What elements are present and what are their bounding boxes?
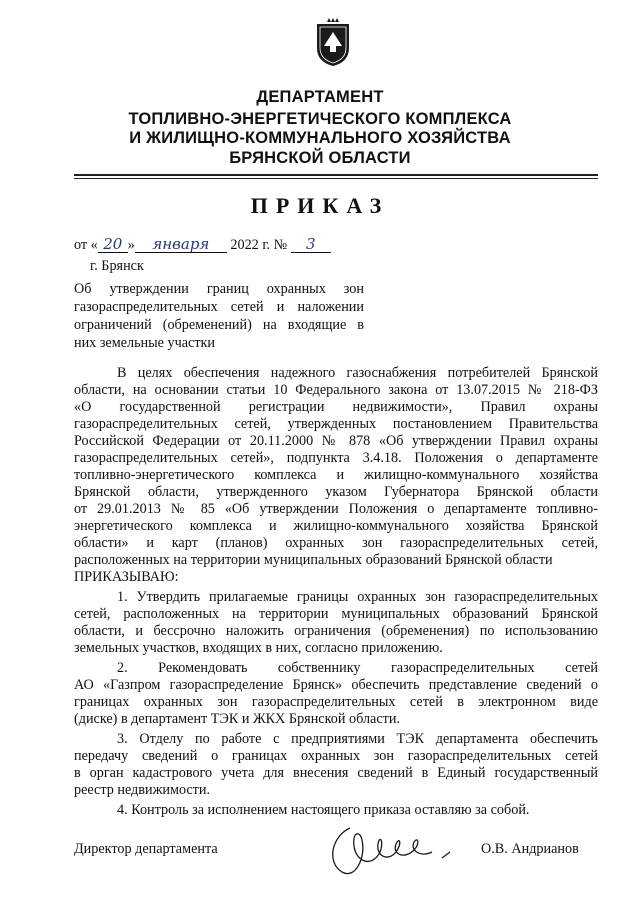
- signatory-name: О.В. Андрианов: [481, 841, 579, 857]
- preamble-line-5: Российской Федерации от 20.11.2000 № 878 «Об утверждении Правил охраны: [74, 433, 598, 449]
- item-1-line-3: области, и бессрочно наложить ограничения (обременения) по использованию: [74, 623, 598, 639]
- date-prefix: от «: [74, 237, 98, 253]
- date-year: 2022 г.: [230, 237, 271, 253]
- document-type-title: ПРИКАЗ: [250, 193, 390, 218]
- preamble-line-6: газораспределительных сетей», подпункта 3.4.18. Положения о департаменте: [74, 450, 598, 466]
- document-number: 3: [291, 237, 331, 253]
- department-name-line-4: БРЯНСКОЙ ОБЛАСТИ: [229, 149, 411, 167]
- item-3-line-2: передачу сведений о границах охранных зон газораспределительных сетей: [74, 748, 598, 764]
- preamble-line-2: области, на основании статьи 10 Федерального закона от 13.07.2015 № 218-ФЗ: [74, 382, 598, 398]
- item-2-line-3: границах охранных зон газораспределительных сетей в электронном виде: [74, 694, 598, 710]
- subject-line-1: Об утверждении границ охранных зон: [74, 281, 364, 297]
- item-1-line-2: сетей, расположенных на территории муниципальных образований Брянской: [74, 606, 598, 622]
- preamble-line-1: В целях обеспечения надежного газоснабжения потребителей Брянской: [117, 365, 598, 381]
- preamble-line-10: энергетического комплекса и жилищно-коммунального хозяйства Брянской: [74, 518, 598, 534]
- department-name-line-2: ТОПЛИВНО-ЭНЕРГЕТИЧЕСКОГО КОМПЛЕКСА: [128, 110, 512, 128]
- item-4-line-1: 4. Контроль за исполнением настоящего приказа оставляю за собой.: [117, 802, 530, 818]
- preamble-line-12: расположенных на территории муниципальных образований Брянской области: [74, 552, 553, 568]
- header-divider-thin: [74, 178, 598, 179]
- item-1-line-1: 1. Утвердить прилагаемые границы охранных зон газораспределительных: [117, 589, 598, 605]
- header-divider-thick: [74, 174, 598, 176]
- date-month: января: [135, 237, 227, 253]
- preamble-line-7: топливно-энергетического комплекса и жилищно-коммунального хозяйства: [74, 467, 598, 483]
- city: г. Брянск: [90, 258, 144, 274]
- item-1-line-4: земельных участков, входящих в них, согласно приложению.: [74, 640, 443, 656]
- bryansk-coat-of-arms-icon: [314, 18, 352, 68]
- preamble-line-3: «О государственной регистрации недвижимости», Правил охраны: [74, 399, 598, 415]
- item-2-line-2: АО «Газпром газораспределение Брянск» обеспечить представление сведений о: [74, 677, 598, 693]
- date-line: [74, 236, 331, 254]
- preamble-line-8: Брянской области, утвержденного указом Губернатора Брянской области: [74, 484, 598, 500]
- subject-line-4: них земельные участки: [74, 335, 216, 351]
- subject-line-3: ограничений (обременений) на входящие в: [74, 317, 364, 333]
- preamble-line-9: от 29.01.2013 № 85 «Об утверждении Положения о департаменте топливно-: [74, 501, 598, 517]
- handwritten-signature: [322, 822, 462, 882]
- item-3-line-4: реестр недвижимости.: [74, 782, 211, 798]
- department-name-line-1: ДЕПАРТАМЕНТ: [256, 88, 384, 106]
- item-3-line-1: 3. Отделу по работе с предприятиями ТЭК департамента обеспечить: [117, 731, 598, 747]
- item-2-line-4: (диске) в департамент ТЭК и ЖКХ Брянской области.: [74, 711, 400, 727]
- signatory-position: Директор департамента: [74, 841, 218, 857]
- order-word: ПРИКАЗЫВАЮ:: [74, 569, 179, 585]
- number-label: №: [273, 237, 288, 253]
- date-day: 20: [98, 237, 128, 253]
- preamble-line-4: газораспределительных сетей, утвержденных постановлением Правительства: [74, 416, 598, 432]
- department-name-line-3: И ЖИЛИЩНО-КОММУНАЛЬНОГО ХОЗЯЙСТВА: [129, 129, 511, 147]
- item-2-line-1: 2. Рекомендовать собственнику газораспределительных сетей: [117, 660, 598, 676]
- item-3-line-3: в орган кадастрового учета для внесения сведений в Единый государственный: [74, 765, 598, 781]
- preamble-line-11: области» и карт (планов) охранных зон газораспределительных сетей,: [74, 535, 598, 551]
- date-mid: »: [127, 237, 135, 253]
- subject-line-2: газораспределительных сетей и наложении: [74, 299, 364, 315]
